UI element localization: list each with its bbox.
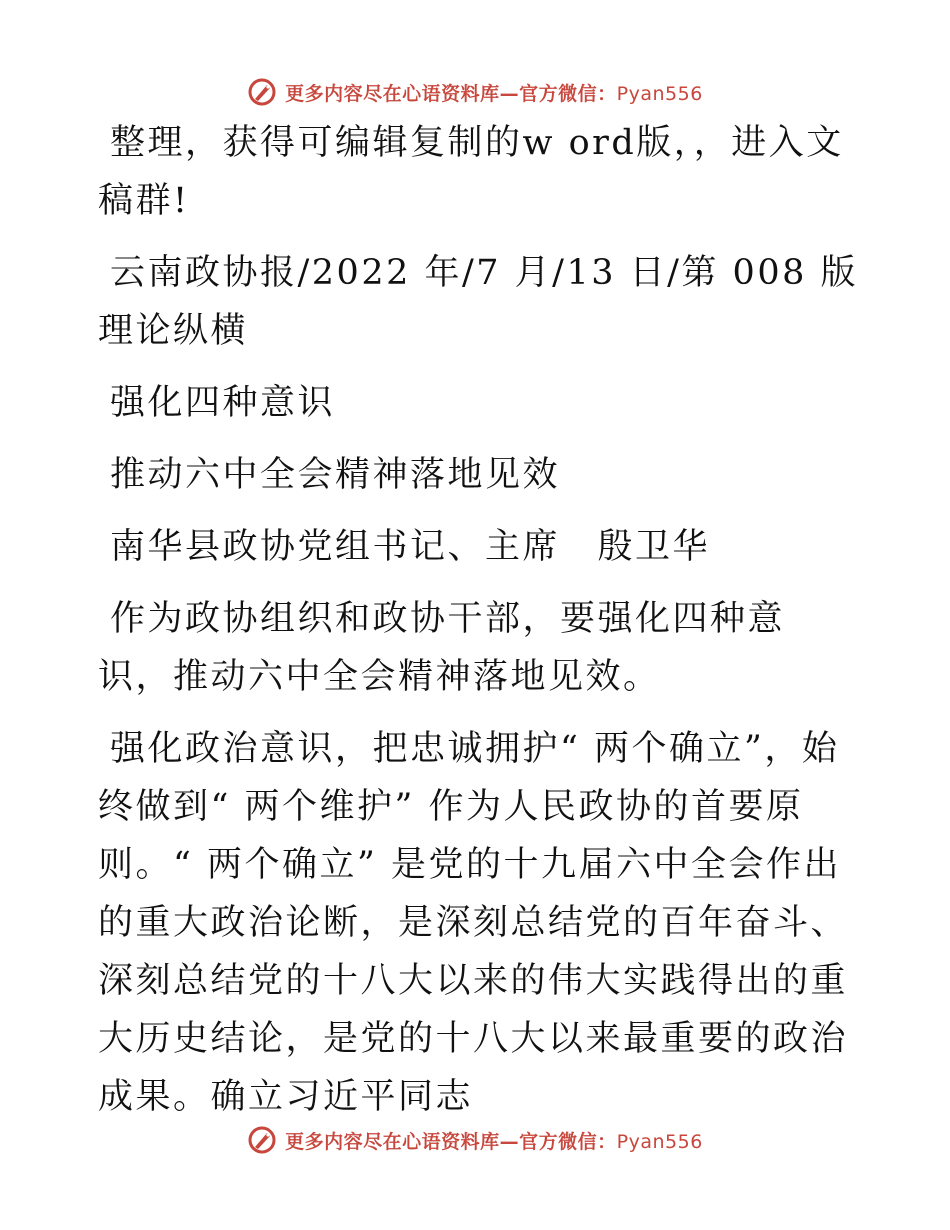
- pen-nib-circle-icon: [247, 1125, 277, 1155]
- watermark-label: 更多内容尽在心语资料库—官方微信：: [285, 82, 617, 105]
- article-title-line-1: 强化四种意识: [110, 383, 336, 423]
- watermark-text: [285, 1127, 703, 1154]
- article-title-line-2: 推动六中全会精神落地见效: [110, 455, 561, 495]
- header-watermark: [0, 72, 950, 112]
- pen-nib-circle-icon: [247, 77, 277, 107]
- footer-watermark: [0, 1120, 950, 1160]
- paragraph-source: 云南政协报/2022 年/7 月/13 日/第 008 版理论纵横: [98, 253, 858, 351]
- watermark-wechat-id: Pyan556: [616, 82, 703, 105]
- document-body: [98, 114, 858, 1126]
- watermark-label: 更多内容尽在心语资料库—官方微信：: [285, 1130, 617, 1153]
- watermark-text: [285, 79, 703, 106]
- paragraph-lead: 作为政协组织和政协干部，要强化四种意识，推动六中全会精神落地见效。: [98, 599, 786, 697]
- paragraph-political-awareness: 强化政治意识，把忠诚拥护“ 两个确立”，始终做到“ 两个维护” 作为人民政协的首要原则。“ 两个确立” 是党的十九届六中全会作出的重大政治论断，是深刻总结党的百年奋斗、深刻总结党的十八大以来的伟大实践得出的重大历史结论，是党的十八大以来最重要的政治成果。确立习近平同志: [98, 729, 849, 1117]
- article-author: 南华县政协党组书记、主席 殷卫华: [110, 527, 711, 567]
- paragraph-intro: 整理，获得可编辑复制的w ord版，，进入文稿群!: [98, 123, 844, 221]
- watermark-wechat-id: Pyan556: [616, 1130, 703, 1153]
